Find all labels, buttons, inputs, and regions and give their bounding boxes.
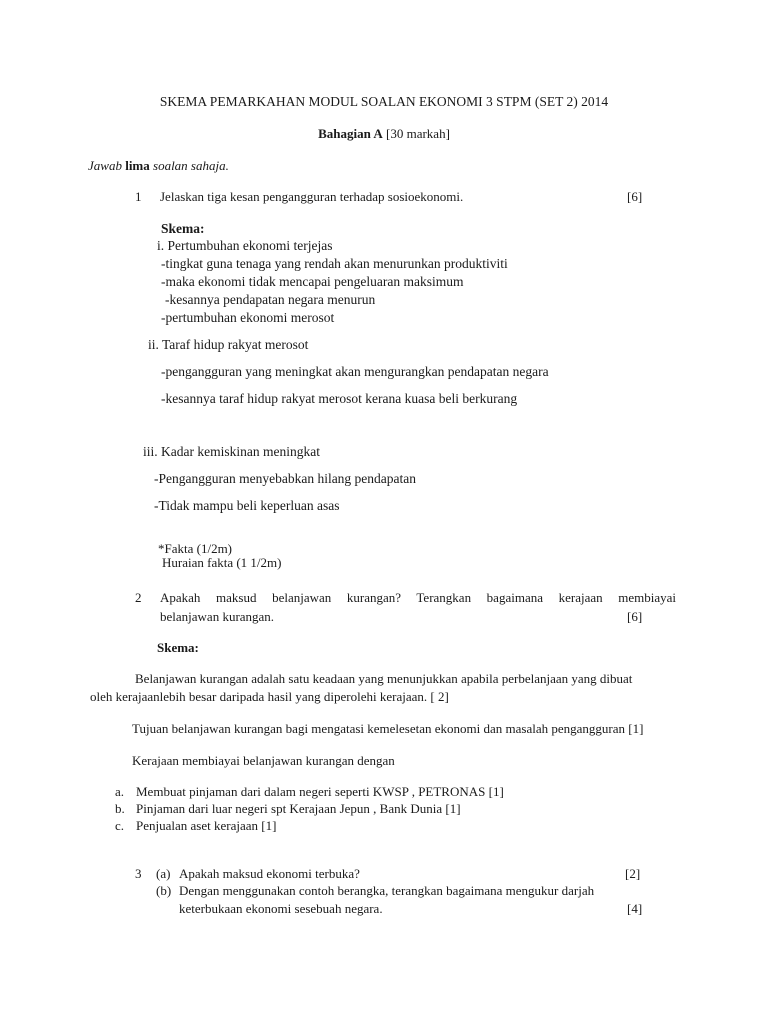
q1-text: Jelaskan tiga kesan pengangguran terhadap sosioekonomi.: [160, 189, 464, 204]
q1-point1-heading: i. Pertumbuhan ekonomi terjejas: [157, 238, 333, 253]
q2-item-b-text: Pinjaman dari luar negeri spt Kerajaan Jepun , Bank Dunia [1]: [136, 801, 461, 816]
q2-number: 2: [135, 590, 142, 605]
q2-item-a-label: a.: [115, 784, 125, 799]
q1-point3-line2: -Tidak mampu beli keperluan asas: [154, 498, 340, 513]
q2-item-b-label: b.: [115, 801, 125, 816]
instruction: [88, 158, 229, 174]
q3-a-label: (a): [156, 866, 171, 881]
q2-item-c-text: Penjualan aset kerajaan [1]: [136, 818, 277, 833]
section-marks: [30 markah]: [386, 126, 450, 141]
q1-point1-line4: -pertumbuhan ekonomi merosot: [161, 310, 335, 325]
q1-point3-heading: iii. Kadar kemiskinan meningkat: [143, 444, 320, 459]
q2-para2: Tujuan belanjawan kurangan bagi mengatasi kemelesetan ekonomi dan masalah pengangguran [1]: [132, 721, 644, 736]
q1-note-huraian: Huraian fakta (1 1/2m): [162, 555, 282, 570]
instruction-post: soalan sahaja.: [153, 158, 229, 173]
q2-text-line2: belanjawan kurangan.: [160, 609, 275, 624]
q2-para1-line1: Belanjawan kurangan adalah satu keadaan yang menunjukkan apabila perbelanjaan yang dibuat: [135, 671, 633, 686]
q3-b-label: (b): [156, 883, 172, 898]
q1-point1-line2: -maka ekonomi tidak mencapai pengeluaran maksimum: [161, 274, 464, 289]
q1-point2-line1: -pengangguran yang meningkat akan mengurangkan pendapatan negara: [161, 364, 549, 379]
instruction-bold: lima: [125, 158, 150, 173]
q3-b-line2: keterbukaan ekonomi sesebuah negara.: [179, 901, 383, 916]
q2-marks: [6]: [627, 609, 643, 624]
q2-skema-heading: Skema:: [157, 640, 199, 655]
q1-point1-line3: -kesannya pendapatan negara menurun: [165, 292, 376, 307]
q1-note-fakta: *Fakta (1/2m): [158, 541, 233, 556]
q2-para1-line2: oleh kerajaanlebih besar daripada hasil yang diperolehi kerajaan. [ 2]: [90, 689, 449, 704]
section-heading: [0, 126, 768, 142]
q3-a-marks: [2]: [625, 866, 641, 881]
q2-para3: Kerajaan membiayai belanjawan kurangan dengan: [132, 753, 395, 768]
q1-point1-line1: -tingkat guna tenaga yang rendah akan menurunkan produktiviti: [161, 256, 508, 271]
instruction-pre: Jawab: [88, 158, 122, 173]
q2-item-a-text: Membuat pinjaman dari dalam negeri seperti KWSP , PETRONAS [1]: [136, 784, 504, 799]
q1-marks: [6]: [627, 189, 643, 204]
q1-skema-heading: Skema:: [161, 221, 205, 236]
q1-point3-line1: -Pengangguran menyebabkan hilang pendapatan: [154, 471, 417, 486]
q2-text-line1: Apakah maksud belanjawan kurangan? Terangkan bagaimana kerajaan membiayai: [160, 590, 676, 605]
q3-a-text: Apakah maksud ekonomi terbuka?: [179, 866, 360, 881]
section-name: Bahagian A: [318, 126, 383, 141]
q1-point2-heading: ii. Taraf hidup rakyat merosot: [148, 337, 309, 352]
q1-number: 1: [135, 189, 142, 204]
q2-item-c-label: c.: [115, 818, 125, 833]
document-title: SKEMA PEMARKAHAN MODUL SOALAN EKONOMI 3 STPM (SET 2) 2014: [159, 94, 609, 109]
q3-b-marks: [4]: [627, 901, 643, 916]
q1-point2-line2: -kesannya taraf hidup rakyat merosot kerana kuasa beli berkurang: [161, 391, 518, 406]
q3-number: 3: [135, 866, 142, 881]
q3-b-line1: Dengan menggunakan contoh berangka, terangkan bagaimana mengukur darjah: [179, 883, 595, 898]
